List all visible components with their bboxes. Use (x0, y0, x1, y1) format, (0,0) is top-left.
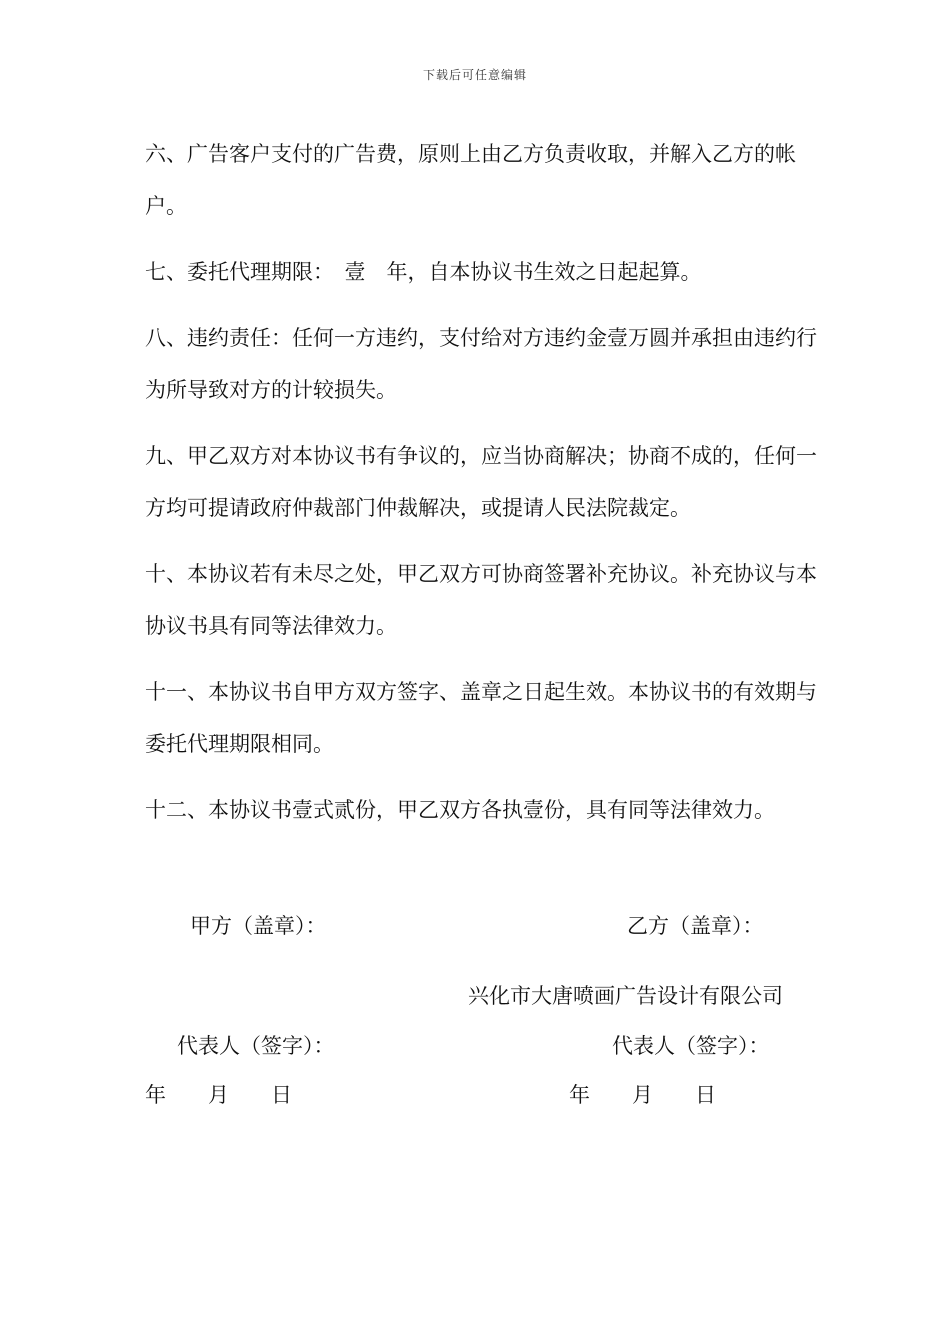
clause-12: 十二、本协议书壹式贰份，甲乙双方各执壹份，具有同等法律效力。 (145, 798, 775, 822)
clause-8: 八、违约责任：任何一方违约，支付给对方违约金壹万圆并承担由违约行为所导致对方的计较损失。 (145, 326, 817, 402)
party-b-date-line: 年 月 日 (569, 1083, 716, 1107)
party-a-representative-label: 代表人（签字）： (177, 1034, 335, 1058)
party-b-representative-label: 代表人（签字）： (612, 1034, 770, 1058)
clause-10: 十、本协议若有未尽之处，甲乙双方可协商签署补充协议。补充协议与本协议书具有同等法律效力。 (145, 562, 817, 638)
agreement-clauses (145, 128, 825, 850)
party-a-date-line: 年 月 日 (145, 1083, 292, 1107)
party-b-seal-label: 乙方（盖章）： (627, 914, 764, 938)
clause-6: 六、广告客户支付的广告费，原则上由乙方负责收取，并解入乙方的帐户。 (145, 142, 796, 218)
clause-7: 七、委托代理期限： 壹 年，自本协议书生效之日起起算。 (145, 260, 702, 284)
clause-9: 九、甲乙双方对本协议书有争议的，应当协商解决；协商不成的，任何一方均可提请政府仲裁部门仲裁解决，或提请人民法院裁定。 (145, 444, 817, 520)
party-b-company-name: 兴化市大唐喷画广告设计有限公司 (468, 984, 783, 1008)
download-note: 下载后可任意编辑 (422, 68, 527, 82)
party-a-seal-label: 甲方（盖章）： (190, 914, 327, 938)
clause-11: 十一、本协议书自甲方双方签字、盖章之日起生效。本协议书的有效期与委托代理期限相同。 (145, 680, 817, 756)
